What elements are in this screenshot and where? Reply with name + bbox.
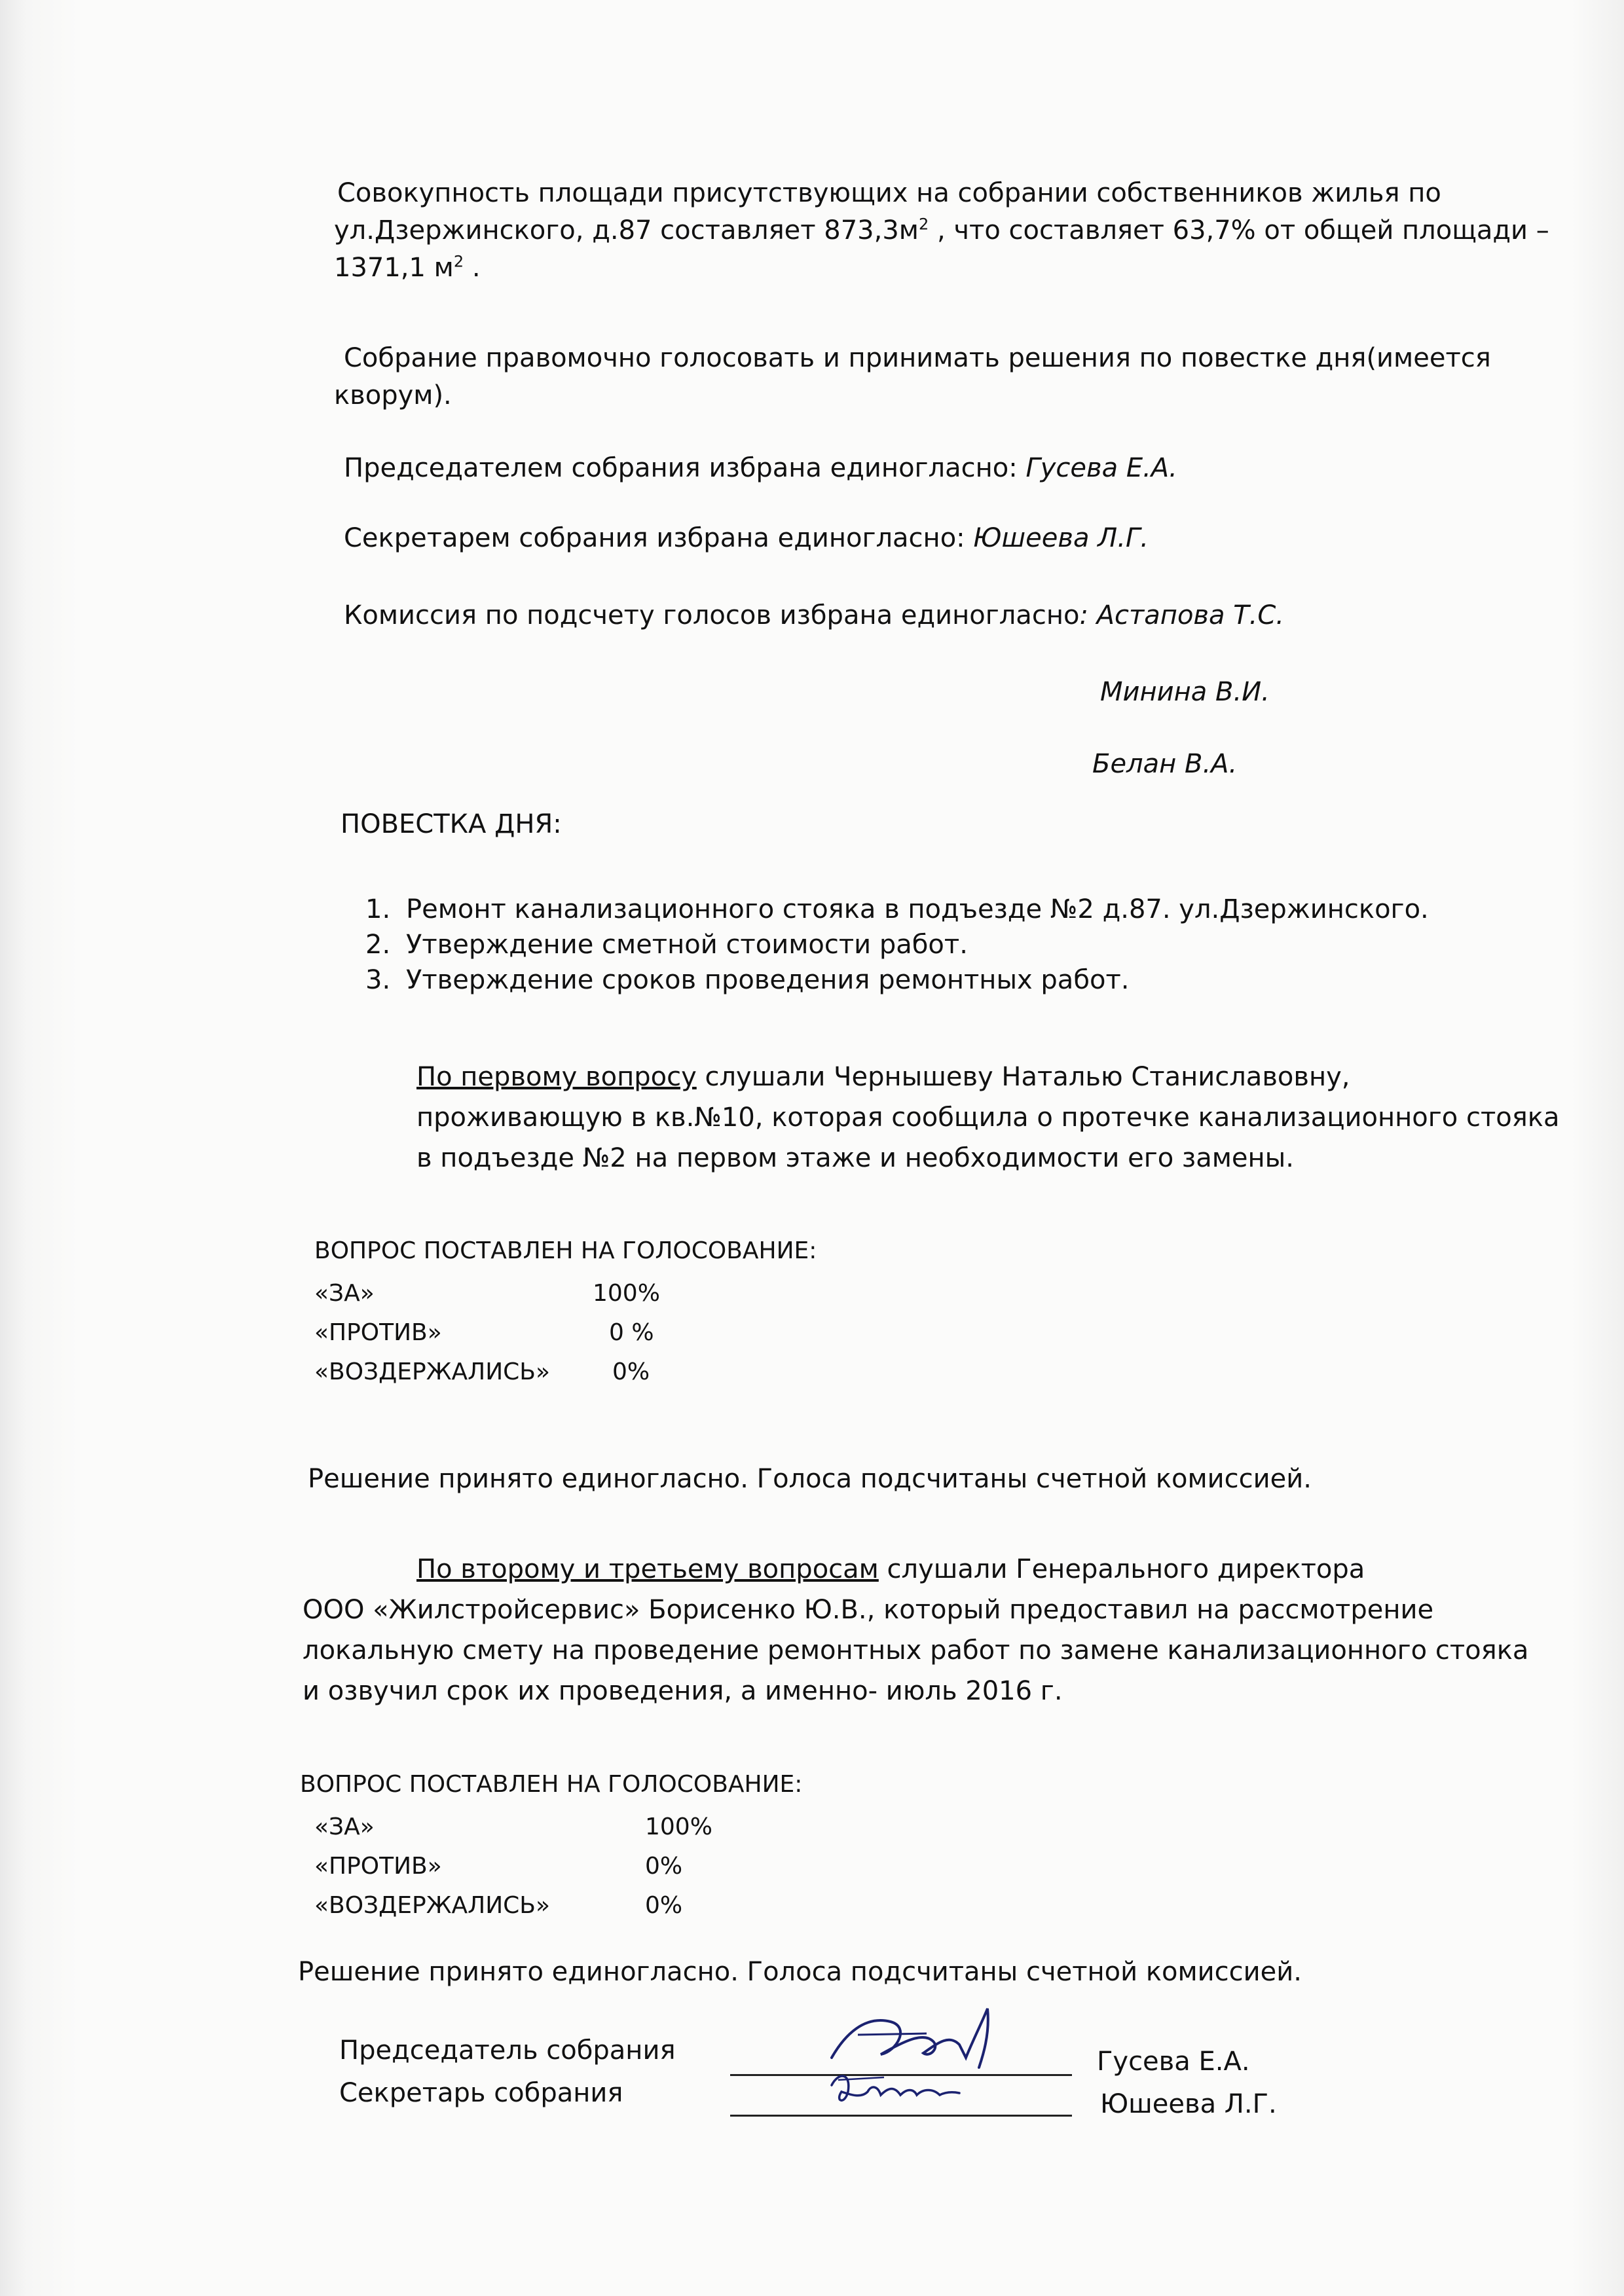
- commission-member-1: : Астапова Т.С.: [1079, 600, 1285, 630]
- agenda-item: [365, 930, 968, 960]
- superscript: 2: [918, 215, 929, 234]
- commission-text: Комиссия по подсчету голосов избрана единогласно: [344, 600, 1080, 630]
- q1-vote-abstain-label: «ВОЗДЕРЖАЛИСЬ»: [314, 1358, 550, 1385]
- q1-vote-for-value: 100%: [593, 1280, 660, 1307]
- q2-vote-abstain-value: 0%: [645, 1892, 683, 1919]
- punctuation: .: [464, 253, 481, 283]
- chair-signature-name: Гусева Е.А.: [1097, 2047, 1250, 2077]
- competence-line-2: кворум).: [334, 380, 452, 410]
- commission-elected: [344, 598, 1284, 633]
- q1-line-3: в подъезде №2 на первом этаже и необходимости его замены.: [416, 1143, 1294, 1173]
- agenda-item-text: Ремонт канализационного стояка в подъезде №2 д.87. ул.Дзержинского.: [406, 894, 1429, 924]
- agenda-item-text: Утверждение сметной стоимости работ.: [406, 930, 968, 960]
- agenda-item-number: 2.: [365, 930, 391, 960]
- q2-line-4: и озвучил срок их проведения, а именно- июль 2016 г.: [303, 1676, 1063, 1706]
- q2-vote-against-value: 0%: [645, 1853, 683, 1880]
- q2-heading: По второму и третьему вопросам: [416, 1554, 879, 1584]
- chair-name: Гусева Е.А.: [1025, 453, 1177, 483]
- secretary-name: Юшеева Л.Г.: [973, 523, 1149, 553]
- chair-text: Председателем собрания избрана единогласно:: [344, 453, 1026, 483]
- quorum-percent: , что составляет 63,7% от общей площади –: [929, 215, 1549, 246]
- q2-line-1: [416, 1552, 1365, 1587]
- q2-vote-for-label: «ЗА»: [314, 1813, 375, 1840]
- secretary-signature-name: Юшеева Л.Г.: [1100, 2089, 1277, 2119]
- q2-line-3: локальную смету на проведение ремонтных работ по замене канализационного стояка: [303, 1635, 1529, 1666]
- q2-decision: Решение принято единогласно. Голоса подсчитаны счетной комиссией.: [298, 1957, 1302, 1987]
- quorum-total-area: 1371,1 м: [334, 253, 454, 283]
- chair-elected: [344, 450, 1177, 486]
- commission-member-3: Белан В.А.: [1092, 749, 1238, 779]
- q1-vote-against-value: 0 %: [609, 1319, 654, 1346]
- q1-heading: По первому вопросу: [416, 1062, 697, 1092]
- q2-vote-against-label: «ПРОТИВ»: [314, 1853, 442, 1880]
- secretary-signature-label: Секретарь собрания: [339, 2078, 623, 2108]
- commission-member-2: Минина В.И.: [1100, 677, 1270, 707]
- q1-vote-heading: ВОПРОС ПОСТАВЛЕН НА ГОЛОСОВАНИЕ:: [314, 1237, 817, 1264]
- q1-line-2: проживающую в кв.№10, которая сообщила о протечке канализационного стояка: [416, 1102, 1560, 1133]
- chair-signature-label: Председатель собрания: [339, 2035, 676, 2066]
- q2-vote-heading: ВОПРОС ПОСТАВЛЕН НА ГОЛОСОВАНИЕ:: [300, 1771, 803, 1798]
- secretary-handwritten-signature: [825, 2066, 969, 2118]
- competence-line-1: Собрание правомочно голосовать и принимать решения по повестке дня(имеется: [344, 343, 1491, 373]
- q1-line-1: [416, 1059, 1350, 1095]
- agenda-item-number: 3.: [365, 965, 391, 995]
- q2-vote-for-value: 100%: [645, 1813, 712, 1840]
- q1-vote-against-label: «ПРОТИВ»: [314, 1319, 442, 1346]
- q2-line-2: ООО «Жилстройсервис» Борисенко Ю.В., который предоставил на рассмотрение: [303, 1595, 1434, 1625]
- q1-decision: Решение принято единогласно. Голоса подсчитаны счетной комиссией.: [308, 1464, 1312, 1494]
- secretary-text: Секретарем собрания избрана единогласно:: [344, 523, 974, 553]
- quorum-line-3: [334, 250, 481, 285]
- agenda-item-text: Утверждение сроков проведения ремонтных работ.: [406, 965, 1130, 995]
- quorum-line-2: [334, 213, 1549, 248]
- secretary-elected: [344, 520, 1149, 556]
- agenda-heading: ПОВЕСТКА ДНЯ:: [341, 809, 562, 839]
- quorum-area-present: ул.Дзержинского, д.87 составляет 873,3м: [334, 215, 919, 246]
- q2-vote-abstain-label: «ВОЗДЕРЖАЛИСЬ»: [314, 1892, 550, 1919]
- q1-vote-for-label: «ЗА»: [314, 1280, 375, 1307]
- agenda-item: [365, 965, 1129, 995]
- agenda-item: [365, 894, 1429, 924]
- q2-speaker: слушали Генерального директора: [878, 1554, 1365, 1584]
- quorum-line-1: Совокупность площади присутствующих на собрании собственников жилья по: [337, 178, 1441, 208]
- q1-speaker: слушали Чернышеву Наталью Станиславовну,: [696, 1062, 1350, 1092]
- superscript: 2: [453, 252, 464, 271]
- q1-vote-abstain-value: 0%: [612, 1358, 650, 1385]
- agenda-item-number: 1.: [365, 894, 391, 924]
